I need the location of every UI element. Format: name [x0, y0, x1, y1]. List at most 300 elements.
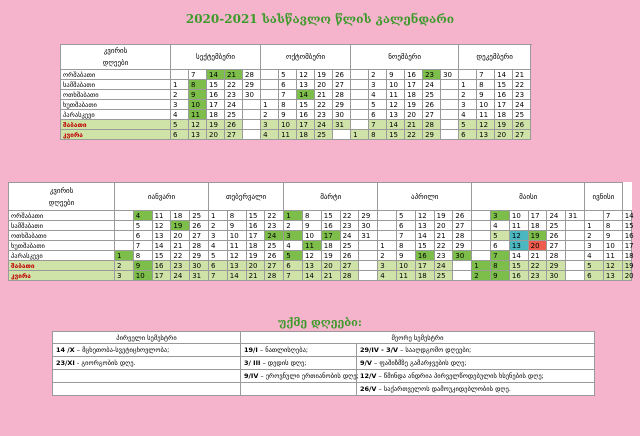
date-cell: 20	[405, 110, 423, 120]
date-cell: 1	[459, 80, 477, 90]
month-december: დეკემბერი	[459, 45, 531, 70]
date-cell: 5	[284, 251, 303, 261]
date-cell: 14	[387, 120, 405, 130]
date-cell: 8	[279, 100, 297, 110]
date-cell: 25	[434, 271, 453, 281]
date-cell	[378, 231, 397, 241]
date-cell: 21	[171, 241, 190, 251]
date-cell: 10	[227, 231, 246, 241]
date-cell	[566, 251, 585, 261]
date-cell: 17	[622, 241, 631, 251]
date-cell	[115, 211, 134, 221]
date-cell: 11	[227, 241, 246, 251]
date-cell	[453, 261, 472, 271]
month-june: ივნისი	[585, 183, 623, 211]
date-cell: 30	[359, 221, 378, 231]
date-cell: 5	[459, 120, 477, 130]
date-cell: 20	[434, 221, 453, 231]
first-semester-header: პირველი სემესტრი	[53, 332, 241, 344]
date-cell: 2	[261, 110, 279, 120]
date-cell: 26	[225, 120, 243, 130]
date-cell: 19	[622, 261, 631, 271]
date-cell	[566, 231, 585, 241]
date-cell	[359, 241, 378, 251]
date-cell: 20	[246, 261, 265, 271]
date-cell: 16	[415, 251, 434, 261]
date-cell	[566, 221, 585, 231]
date-cell: 3	[491, 211, 510, 221]
date-cell: 10	[603, 241, 622, 251]
date-cell: 27	[225, 130, 243, 140]
date-cell: 4	[284, 241, 303, 251]
day-label: კვირა	[9, 271, 115, 281]
date-cell: 14	[302, 271, 321, 281]
day-label: კვირა	[61, 130, 171, 140]
date-cell: 27	[513, 130, 531, 140]
date-cell: 9	[189, 90, 207, 100]
date-cell: 24	[171, 271, 190, 281]
month-march: მარტი	[284, 183, 378, 211]
date-cell: 20	[171, 231, 190, 241]
date-cell: 3	[208, 231, 227, 241]
date-cell: 18	[622, 251, 631, 261]
date-cell: 26	[265, 251, 284, 261]
date-cell	[441, 100, 459, 110]
date-cell: 14	[509, 251, 528, 261]
day-label: პარასკევი	[61, 110, 171, 120]
date-cell: 3	[378, 261, 397, 271]
date-cell: 19	[246, 251, 265, 261]
date-cell: 2	[369, 70, 387, 80]
date-cell: 23	[434, 251, 453, 261]
date-cell: 31	[359, 231, 378, 241]
date-cell: 30	[441, 70, 459, 80]
date-cell: 4	[378, 271, 397, 281]
date-cell: 12	[297, 70, 315, 80]
date-cell: 2	[115, 261, 134, 271]
date-cell	[115, 241, 134, 251]
date-cell: 11	[387, 90, 405, 100]
date-cell: 23	[315, 110, 333, 120]
date-cell: 28	[190, 241, 209, 251]
date-cell: 21	[434, 231, 453, 241]
date-cell: 7	[397, 231, 416, 241]
date-cell: 29	[190, 251, 209, 261]
date-cell: 3	[115, 271, 134, 281]
date-cell: 23	[513, 90, 531, 100]
date-cell: 18	[528, 221, 547, 231]
date-cell: 1	[171, 80, 189, 90]
date-cell	[261, 90, 279, 100]
date-cell: 28	[333, 90, 351, 100]
date-cell: 25	[547, 221, 566, 231]
date-cell: 8	[189, 80, 207, 90]
date-cell: 7	[369, 120, 387, 130]
date-cell: 21	[528, 251, 547, 261]
date-cell: 11	[477, 110, 495, 120]
holiday-date: 3/ III	[244, 359, 261, 367]
date-cell: 7	[477, 70, 495, 80]
date-cell	[261, 80, 279, 90]
date-cell: 12	[415, 211, 434, 221]
date-cell	[351, 70, 369, 80]
date-cell: 22	[513, 80, 531, 90]
date-cell	[441, 130, 459, 140]
date-cell: 28	[423, 120, 441, 130]
holiday-name: – მცხეთობა-სვეტიცხოვლობა;	[74, 346, 170, 354]
date-cell: 9	[279, 110, 297, 120]
date-cell: 24	[423, 80, 441, 90]
date-cell: 15	[387, 130, 405, 140]
date-cell: 25	[423, 90, 441, 100]
date-cell: 19	[207, 120, 225, 130]
day-label: შაბათი	[9, 261, 115, 271]
date-cell: 13	[387, 110, 405, 120]
date-cell: 28	[265, 271, 284, 281]
date-cell: 15	[246, 211, 265, 221]
week-row	[9, 271, 632, 281]
date-cell: 28	[547, 251, 566, 261]
holiday-name: - გიორგობის დღე.	[74, 359, 136, 367]
date-cell: 22	[315, 100, 333, 110]
date-cell: 21	[405, 120, 423, 130]
date-cell: 14	[207, 70, 225, 80]
holiday-date: 14 /X	[56, 346, 75, 354]
date-cell: 9	[227, 221, 246, 231]
date-cell: 3	[171, 100, 189, 110]
date-cell: 24	[340, 231, 359, 241]
date-cell	[261, 70, 279, 80]
holiday-date: 9/V	[360, 359, 372, 367]
date-cell	[359, 261, 378, 271]
day-label: ორშაბათი	[9, 211, 115, 221]
date-cell: 10	[387, 80, 405, 90]
holiday-cell	[241, 383, 357, 396]
holiday-cell	[357, 383, 595, 396]
date-cell: 23	[265, 221, 284, 231]
date-cell: 8	[477, 80, 495, 90]
date-cell: 8	[302, 211, 321, 221]
date-cell: 30	[190, 261, 209, 271]
holiday-date: 26/V	[360, 385, 377, 393]
date-cell: 29	[423, 130, 441, 140]
date-cell: 1	[351, 130, 369, 140]
date-cell: 31	[333, 120, 351, 130]
day-label: სამშაბათი	[61, 80, 171, 90]
date-cell: 11	[603, 251, 622, 261]
calendar-table-spring	[8, 182, 632, 281]
date-cell: 26	[333, 70, 351, 80]
date-cell: 18	[171, 211, 190, 221]
date-cell: 14	[227, 271, 246, 281]
day-label: შაბათი	[61, 120, 171, 130]
date-cell: 17	[246, 231, 265, 241]
date-cell: 13	[189, 130, 207, 140]
date-cell: 5	[208, 251, 227, 261]
date-cell: 23	[171, 261, 190, 271]
page-title: 2020-2021 სასწავლო წლის კალენდარი	[185, 12, 455, 26]
date-cell: 22	[528, 261, 547, 271]
date-cell: 15	[622, 221, 631, 231]
date-cell: 8	[603, 221, 622, 231]
date-cell: 23	[340, 221, 359, 231]
date-cell: 22	[340, 211, 359, 221]
date-cell	[351, 120, 369, 130]
date-cell: 23	[225, 90, 243, 100]
date-cell: 19	[528, 231, 547, 241]
date-cell: 27	[190, 231, 209, 241]
date-cell: 6	[397, 221, 416, 231]
date-cell: 27	[340, 261, 359, 271]
date-cell: 10	[477, 100, 495, 110]
day-label: ოთხშაბათი	[61, 90, 171, 100]
month-november: ნოემბერი	[351, 45, 459, 70]
date-cell	[472, 221, 491, 231]
date-cell: 18	[415, 271, 434, 281]
date-cell: 13	[227, 261, 246, 271]
date-cell: 13	[477, 130, 495, 140]
date-cell: 3	[459, 100, 477, 110]
date-cell	[441, 80, 459, 90]
holiday-date: 19/I	[244, 346, 258, 354]
date-cell: 12	[477, 120, 495, 130]
date-cell: 27	[423, 110, 441, 120]
date-cell: 19	[315, 70, 333, 80]
date-cell: 26	[547, 231, 566, 241]
date-cell: 9	[477, 90, 495, 100]
date-cell: 4	[133, 211, 152, 221]
date-cell: 1	[472, 261, 491, 271]
date-cell: 24	[225, 100, 243, 110]
week-row	[61, 110, 531, 120]
week-row	[9, 211, 632, 221]
date-cell: 1	[261, 100, 279, 110]
month-february: თებერვალი	[208, 183, 283, 211]
date-cell: 27	[453, 221, 472, 231]
date-cell: 3	[369, 80, 387, 90]
date-cell: 10	[133, 271, 152, 281]
date-cell: 4	[261, 130, 279, 140]
week-row	[9, 231, 632, 241]
date-cell	[472, 251, 491, 261]
date-cell: 18	[321, 241, 340, 251]
date-cell: 25	[225, 110, 243, 120]
date-cell: 22	[434, 241, 453, 251]
date-cell: 24	[265, 231, 284, 241]
holiday-cell	[53, 357, 241, 370]
date-cell: 12	[227, 251, 246, 261]
week-row	[61, 90, 531, 100]
week-row	[61, 70, 531, 80]
date-cell: 25	[315, 130, 333, 140]
holiday-name: – სააღდგომო დღეები;	[398, 346, 472, 354]
date-cell: 22	[171, 251, 190, 261]
date-cell: 6	[133, 231, 152, 241]
date-cell: 10	[397, 261, 416, 271]
date-cell: 26	[340, 251, 359, 261]
date-cell: 20	[207, 130, 225, 140]
date-cell: 8	[369, 130, 387, 140]
date-cell: 11	[397, 271, 416, 281]
date-cell: 3	[261, 120, 279, 130]
date-cell: 29	[243, 80, 261, 90]
holiday-name: – დედის დღე;	[260, 359, 307, 367]
date-cell: 3	[585, 241, 604, 251]
date-cell: 9	[603, 231, 622, 241]
date-cell	[333, 130, 351, 140]
date-cell: 6	[279, 80, 297, 90]
date-cell: 13	[603, 271, 622, 281]
date-cell: 17	[415, 261, 434, 271]
date-cell	[171, 70, 189, 80]
month-april: აპრილი	[378, 183, 472, 211]
date-cell: 14	[152, 241, 171, 251]
date-cell: 25	[513, 110, 531, 120]
date-cell: 23	[423, 70, 441, 80]
date-cell: 5	[279, 70, 297, 80]
date-cell: 10	[509, 211, 528, 221]
date-cell: 13	[302, 261, 321, 271]
date-cell: 6	[491, 241, 510, 251]
date-cell	[115, 231, 134, 241]
date-cell: 20	[528, 241, 547, 251]
date-cell: 2	[585, 231, 604, 241]
date-cell: 14	[297, 90, 315, 100]
date-cell: 4	[208, 241, 227, 251]
date-cell	[441, 90, 459, 100]
date-cell: 6	[284, 261, 303, 271]
date-cell	[472, 241, 491, 251]
date-cell: 28	[340, 271, 359, 281]
date-cell: 2	[284, 221, 303, 231]
date-cell: 9	[133, 261, 152, 271]
date-cell: 19	[434, 211, 453, 221]
date-cell: 17	[405, 80, 423, 90]
date-cell: 12	[509, 231, 528, 241]
holiday-name: – წმინდა ანდრია პირველწოდებულის ხსენების დღე;	[376, 372, 544, 380]
holiday-cell	[241, 344, 357, 357]
holiday-row	[53, 383, 595, 396]
week-row	[9, 221, 632, 231]
date-cell: 15	[152, 251, 171, 261]
month-may: მაისი	[472, 183, 585, 211]
date-cell: 7	[603, 211, 622, 221]
date-cell: 16	[246, 221, 265, 231]
date-cell: 6	[208, 261, 227, 271]
date-cell: 8	[397, 241, 416, 251]
date-cell: 4	[585, 251, 604, 261]
date-cell	[359, 271, 378, 281]
date-cell: 26	[423, 100, 441, 110]
date-cell: 18	[207, 110, 225, 120]
date-cell	[351, 90, 369, 100]
date-cell	[243, 100, 261, 110]
date-cell: 12	[387, 100, 405, 110]
date-cell: 2	[171, 90, 189, 100]
day-label: ხუთშაბათი	[9, 241, 115, 251]
date-cell: 1	[284, 211, 303, 221]
date-cell: 22	[225, 80, 243, 90]
date-cell	[243, 110, 261, 120]
date-cell	[359, 251, 378, 261]
date-cell: 17	[207, 100, 225, 110]
date-cell: 7	[279, 90, 297, 100]
date-cell: 12	[603, 261, 622, 271]
date-cell: 26	[190, 221, 209, 231]
date-cell: 24	[434, 261, 453, 271]
date-cell: 11	[152, 211, 171, 221]
date-cell: 14	[622, 211, 631, 221]
date-cell	[351, 80, 369, 90]
date-cell: 18	[297, 130, 315, 140]
date-cell: 24	[547, 211, 566, 221]
date-cell: 13	[152, 231, 171, 241]
date-cell: 10	[189, 100, 207, 110]
date-cell: 17	[528, 211, 547, 221]
day-label: პარასკევი	[9, 251, 115, 261]
date-cell: 22	[405, 130, 423, 140]
holiday-cell	[357, 370, 595, 383]
date-cell: 17	[321, 231, 340, 241]
date-cell: 20	[495, 130, 513, 140]
week-row	[61, 80, 531, 90]
holiday-date: 23/XI	[56, 359, 75, 367]
holidays-title: უქმე დღეები:	[278, 316, 362, 329]
date-cell: 29	[333, 100, 351, 110]
date-cell: 26	[513, 120, 531, 130]
date-cell: 9	[387, 70, 405, 80]
date-cell: 5	[491, 231, 510, 241]
date-cell: 17	[495, 100, 513, 110]
date-cell: 7	[284, 271, 303, 281]
date-cell: 11	[509, 221, 528, 231]
date-cell: 6	[369, 110, 387, 120]
date-cell	[115, 221, 134, 231]
date-cell: 14	[495, 70, 513, 80]
month-september: სექტემბერი	[171, 45, 261, 70]
date-cell: 24	[315, 120, 333, 130]
month-january: იანვარი	[115, 183, 209, 211]
date-cell: 19	[171, 221, 190, 231]
date-cell	[243, 120, 261, 130]
date-cell: 25	[190, 211, 209, 221]
date-cell: 24	[513, 100, 531, 110]
day-label: ოთხშაბათი	[9, 231, 115, 241]
date-cell: 27	[547, 241, 566, 251]
date-cell: 21	[246, 271, 265, 281]
holiday-date: 9/IV	[244, 372, 259, 380]
date-cell: 21	[321, 271, 340, 281]
date-cell	[351, 110, 369, 120]
day-label: ხუთშაბათი	[61, 100, 171, 110]
date-cell: 16	[509, 271, 528, 281]
date-cell: 4	[491, 221, 510, 231]
date-cell: 16	[622, 231, 631, 241]
date-cell: 18	[405, 90, 423, 100]
date-cell: 30	[333, 110, 351, 120]
date-cell: 11	[279, 130, 297, 140]
date-cell: 5	[171, 120, 189, 130]
date-cell	[459, 70, 477, 80]
date-cell: 7	[208, 271, 227, 281]
calendar-table-autumn	[60, 44, 531, 140]
date-cell: 6	[171, 130, 189, 140]
date-cell: 12	[302, 251, 321, 261]
date-cell: 1	[208, 211, 227, 221]
date-cell: 5	[133, 221, 152, 231]
date-cell: 29	[453, 241, 472, 251]
date-cell: 19	[405, 100, 423, 110]
